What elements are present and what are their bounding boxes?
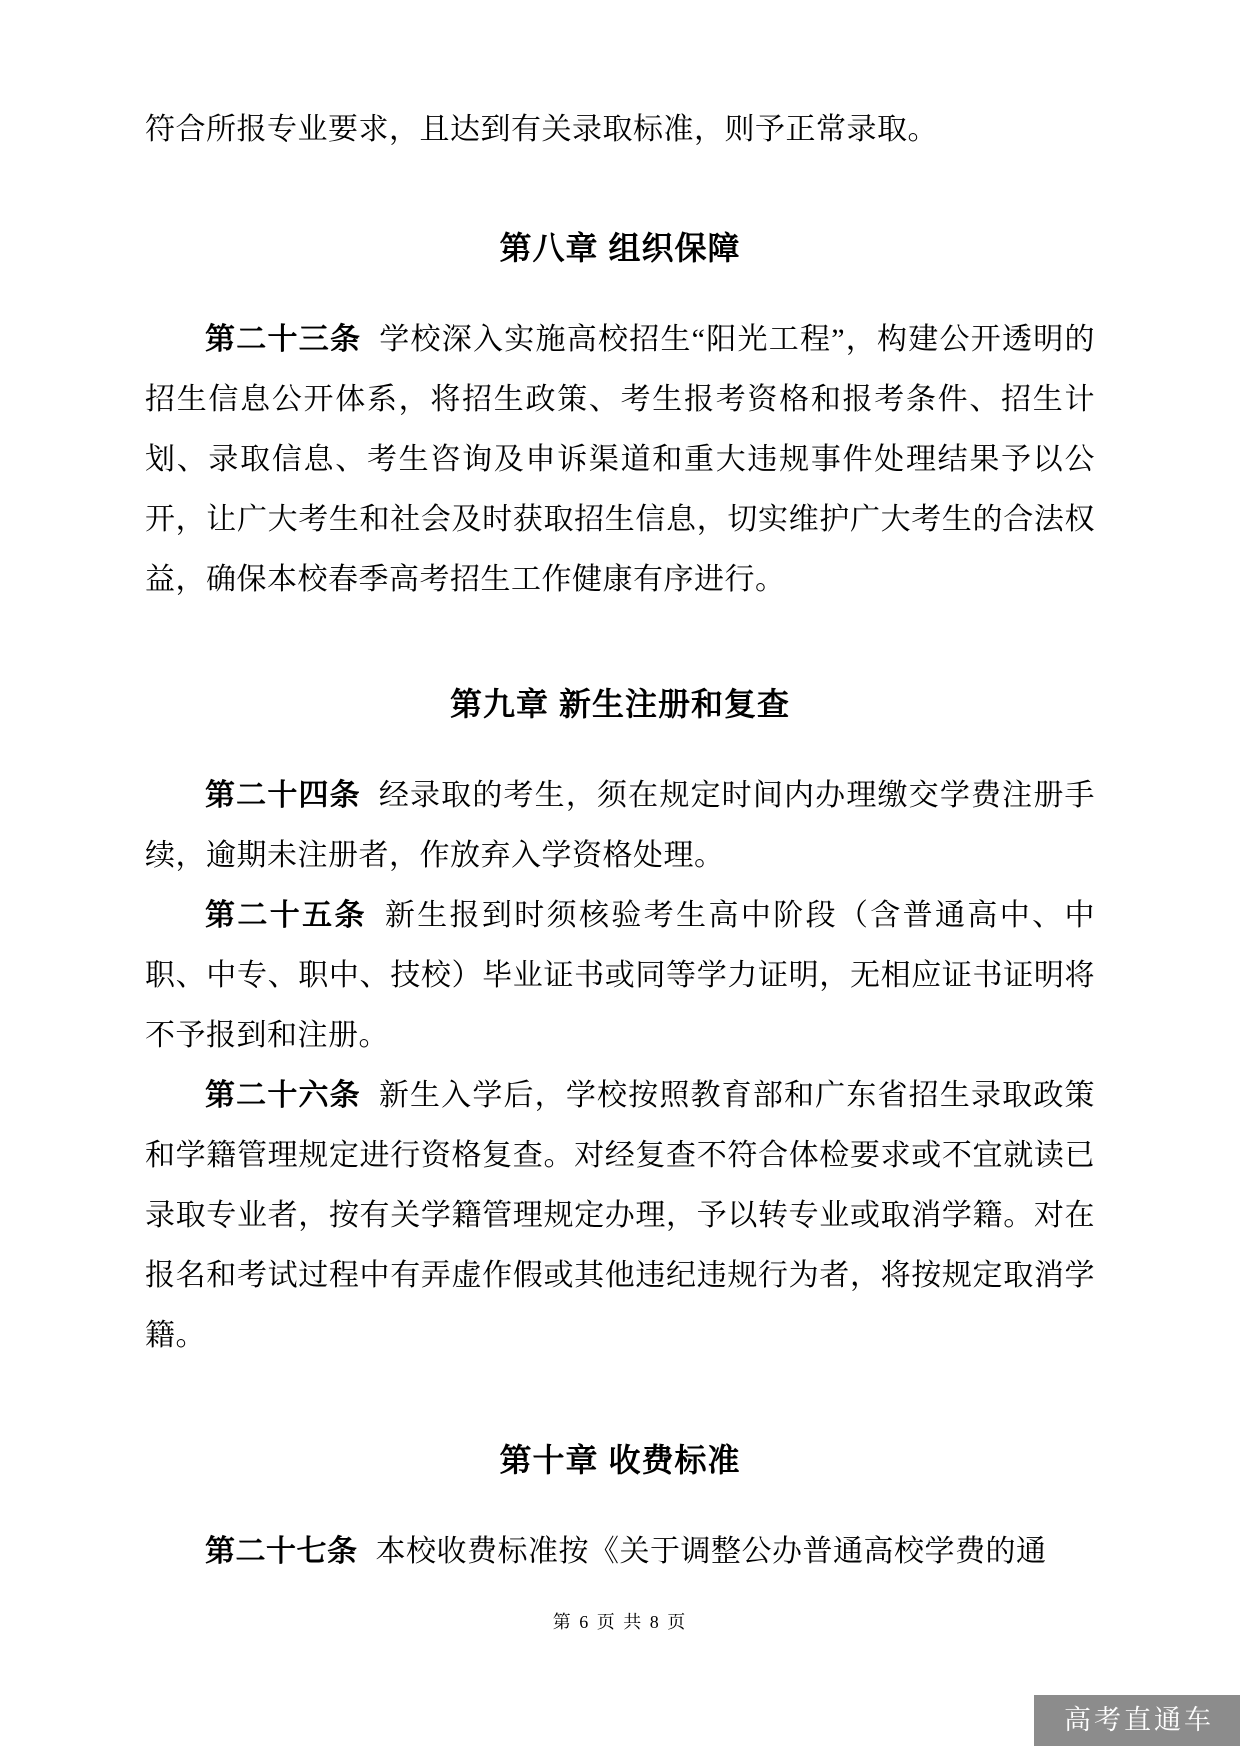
chapter-10-title: 第十章 收费标准 [499, 1442, 741, 1478]
article-23-number: 第二十三条 [205, 323, 362, 356]
article-27-number: 第二十七条 [205, 1535, 358, 1568]
article-26-text: 新生入学后，学校按照教育部和广东省招生录取政策和学籍管理规定进行资格复查。对经复查不符合体检要求或不宜就读已录取专业者，按有关学籍管理规定办理，予以转专业或取消学籍。对在报名和考试过程中有弄虚作假或其他违纪违规行为者，将按规定取消学籍。 [145, 1079, 1096, 1352]
article-24-paragraph [145, 766, 1095, 886]
article-26-paragraph [145, 1066, 1095, 1366]
chapter-9-title: 第九章 新生注册和复查 [450, 686, 790, 722]
article-25-number: 第二十五条 [205, 899, 367, 932]
article-23-paragraph [145, 310, 1095, 610]
page-number-footer: 第 6 页 共 8 页 [552, 1612, 688, 1632]
article-24-text: 经录取的考生，须在规定时间内办理缴交学费注册手续，逾期未注册者，作放弃入学资格处理。 [145, 779, 1096, 872]
article-23-text: 学校深入实施高校招生“阳光工程”，构建公开透明的招生信息公开体系，将招生政策、考生报考资格和报考条件、招生计划、录取信息、考生咨询及申诉渠道和重大违规事件处理结果予以公开，让广大考生和社会及时获取招生信息，切实维护广大考生的合法权益，确保本校春季高考招生工作健康有序进行。 [145, 323, 1095, 596]
continuation-paragraph: 符合所报专业要求，且达到有关录取标准，则予正常录取。 [145, 113, 938, 146]
article-24-number: 第二十四条 [205, 779, 361, 812]
article-25-text: 新生报到时须核验考生高中阶段（含普通高中、中职、中专、职中、技校）毕业证书或同等学力证明，无相应证书证明将不予报到和注册。 [145, 899, 1096, 1052]
article-27-text: 本校收费标准按《关于调整公办普通高校学费的通 [375, 1535, 1047, 1568]
article-26-number: 第二十六条 [205, 1079, 361, 1112]
watermark-badge: 高考直通车 [1034, 1695, 1240, 1746]
chapter-8-title: 第八章 组织保障 [499, 230, 741, 266]
article-27-paragraph [145, 1522, 1095, 1582]
article-25-paragraph [145, 886, 1095, 1066]
